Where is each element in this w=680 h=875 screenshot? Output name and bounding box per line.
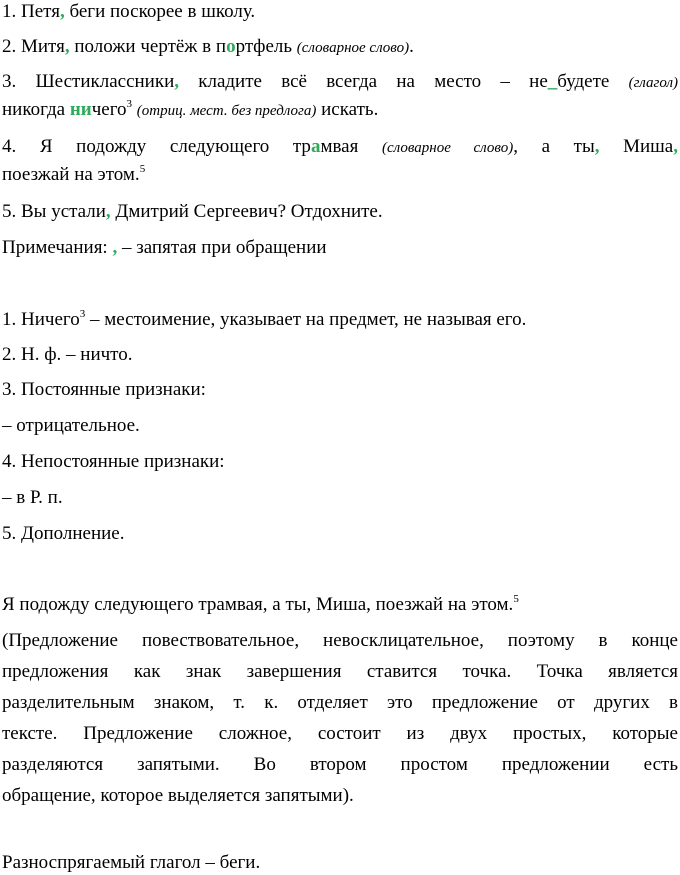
parsed-sentence bbox=[2, 593, 678, 617]
separate-spelling-mark: _ bbox=[547, 71, 558, 92]
text: беги поскорее в школу. bbox=[64, 1, 256, 22]
text: Я подожду следующего трамвая, а ты, Миша, поезжай на этом. bbox=[2, 594, 514, 615]
text: искать. bbox=[316, 99, 379, 120]
address-comma: , bbox=[594, 136, 600, 157]
text: . bbox=[409, 36, 414, 57]
pronoun-note: (отриц. мест. без предлога) bbox=[136, 103, 317, 119]
text: ртфель bbox=[235, 36, 297, 57]
text: поезжай на этом. bbox=[2, 164, 140, 185]
text: будете bbox=[557, 71, 629, 92]
parsing-line-5: разделяются запятыми. Во втором простом предложении есть bbox=[2, 754, 678, 775]
footer-verb-note: Разноспрягаемый глагол – беги. bbox=[2, 852, 261, 873]
text: чего bbox=[91, 99, 127, 120]
text: 4. Я подожду следующего тр bbox=[2, 136, 311, 157]
sentence-4-line-1 bbox=[2, 135, 678, 160]
text: Дмитрий Сергеевич? Отдохните. bbox=[110, 201, 383, 222]
parsing-line-1: (Предложение повествовательное, невосклицательное, поэтому в конце bbox=[2, 630, 678, 651]
text: положи чертёж в п bbox=[69, 36, 227, 57]
analysis-line-6: – в Р. п. bbox=[2, 487, 63, 508]
text: никогда bbox=[2, 99, 70, 120]
parsing-line-2: предложения как знак завершения ставится точка. Точка является bbox=[2, 661, 678, 682]
address-comma: , bbox=[59, 1, 65, 22]
highlighted-letters: ни bbox=[69, 99, 92, 120]
legend-label: Примечания: bbox=[2, 237, 113, 258]
highlighted-letter: а bbox=[310, 136, 321, 157]
sentence-5 bbox=[2, 200, 678, 224]
analysis-line-7: 5. Дополнение. bbox=[2, 523, 125, 544]
address-comma: , bbox=[673, 136, 678, 157]
text: 2. Митя bbox=[2, 36, 65, 57]
parsing-line-6: обращение, которое выделяется запятыми). bbox=[2, 785, 354, 806]
text: кладите всё всегда на место – не bbox=[178, 71, 548, 92]
verb-note: (глагол) bbox=[628, 75, 678, 91]
parsing-line-4: тексте. Предложение сложное, состоит из двух простых, которые bbox=[2, 723, 678, 744]
dictionary-word-note: (словарное слово) bbox=[296, 40, 410, 56]
legend-note bbox=[2, 236, 678, 260]
analysis-line-4: – отрицательное. bbox=[2, 415, 140, 436]
sentence-3-line-1 bbox=[2, 70, 678, 95]
dictionary-word-note: (словарное слово) bbox=[381, 140, 514, 156]
text: Миша bbox=[599, 136, 674, 157]
footnote-mark: 5 bbox=[139, 163, 146, 175]
analysis-line-5: 4. Непостоянные признаки: bbox=[2, 451, 225, 472]
sentence-2 bbox=[2, 35, 678, 60]
text: 1. Петя bbox=[2, 1, 60, 22]
text: 3. Шестиклассники bbox=[2, 71, 175, 92]
text: 1. Ничего bbox=[2, 309, 80, 330]
text: мвая bbox=[320, 136, 382, 157]
address-comma: , bbox=[105, 201, 111, 222]
legend-text: – запятая при обращении bbox=[117, 237, 327, 258]
sentence-4-line-2 bbox=[2, 163, 678, 187]
address-comma: , bbox=[174, 71, 179, 92]
text: – местоимение, указывает на предмет, не называя его. bbox=[85, 309, 527, 330]
footnote-mark: 3 bbox=[79, 308, 86, 320]
analysis-line-1 bbox=[2, 308, 678, 332]
parsing-line-3: разделительным знаком, т. к. отделяет это предложение от других в bbox=[2, 692, 678, 713]
footnote-mark: 3 bbox=[126, 98, 133, 110]
sentence-1 bbox=[2, 0, 678, 24]
sentence-3-line-2 bbox=[2, 98, 678, 123]
text: , а ты bbox=[513, 136, 595, 157]
analysis-line-2: 2. Н. ф. – ничто. bbox=[2, 344, 133, 365]
footnote-mark: 5 bbox=[513, 593, 519, 605]
address-comma: , bbox=[64, 36, 70, 57]
highlighted-letter: о bbox=[226, 36, 236, 57]
legend-comma: , bbox=[112, 237, 118, 258]
analysis-line-3: 3. Постоянные признаки: bbox=[2, 379, 206, 400]
text: 5. Вы устали bbox=[2, 201, 106, 222]
